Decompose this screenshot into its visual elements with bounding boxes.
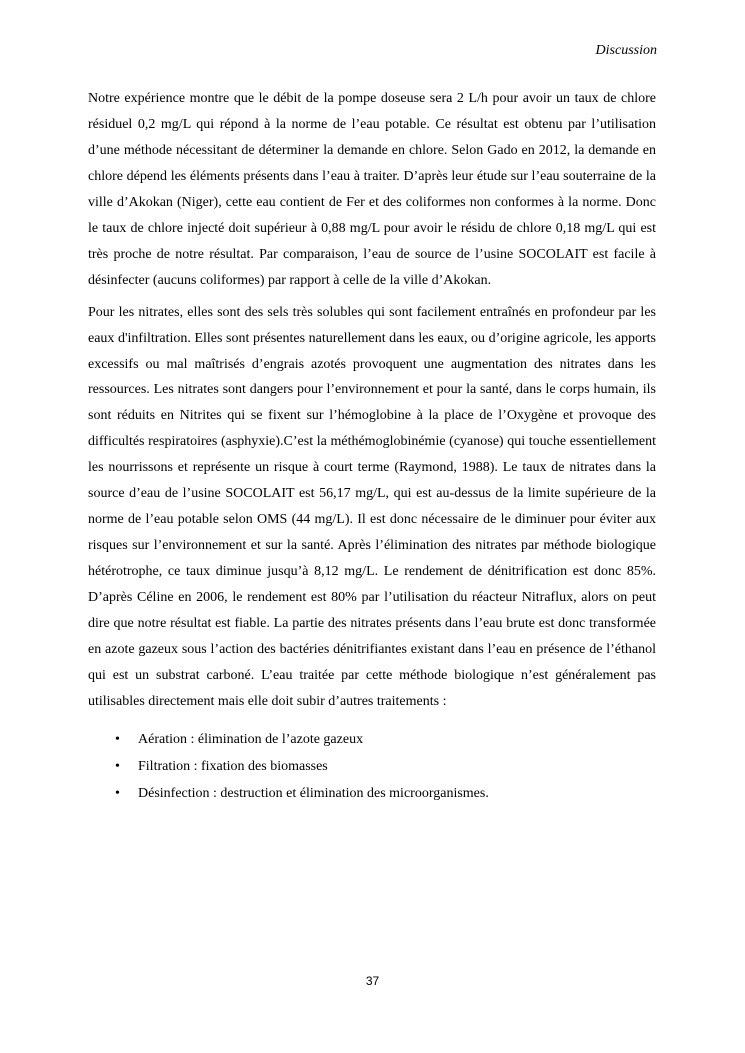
treatment-list bbox=[88, 726, 656, 807]
list-item bbox=[88, 780, 656, 807]
list-item-text: Désinfection : destruction et élimination des microorganismes. bbox=[138, 785, 489, 801]
list-item bbox=[88, 726, 656, 753]
paragraph-nitrates: Pour les nitrates, elles sont des sels très solubles qui sont facilement entraînés en profondeur par les eaux d'infiltration. Elles sont présentes naturellement dans les eaux, ou d’origine agricole, les apports excessifs ou mal maîtrisés d’engrais azotés provoquent une augmentation des nitrates dans les ressources. Les nitrates sont dangers pour l’environnement et pour la santé, dans le corps humain, ils sont réduits en Nitrites qui se fixent sur l’hémoglobine à la place de l’Oxygène et provoque des difficultés respiratoires (asphyxie).C’est la méthémoglobinémie (cyanose) qui touche essentiellement les nourrissons et représente un risque à court terme (Raymond, 1988). Le taux de nitrates dans la source d’eau de l’usine SOCOLAIT est 56,17 mg/L, qui est au-dessus de la limite supérieure de la norme de l’eau potable selon OMS (44 mg/L). Il est donc nécessaire de le diminuer pour éviter aux risques sur l’environnement et sur la santé. Après l’élimination des nitrates par méthode biologique hétérotrophe, ce taux diminue jusqu’à 8,12 mg/L. Le rendement de dénitrification est donc 85%. D’après Céline en 2006, le rendement est 80% par l’utilisation du réacteur Nitraflux, alors on peut dire que notre résultat est fiable. La partie des nitrates présents dans l’eau brute est donc transformée en azote gazeux sous l’action des bactéries dénitrifiantes existant dans l’eau en présence de l’éthanol qui est un substrat carboné. L’eau traitée par cette méthode biologique n’est généralement pas utilisables directement mais elle doit subir d’autres traitements : bbox=[88, 304, 656, 709]
list-item-text: Aération : élimination de l’azote gazeux bbox=[138, 731, 364, 747]
paragraph-chlorine: Notre expérience montre que le débit de la pompe doseuse sera 2 L/h pour avoir un taux de chlore résiduel 0,2 mg/L qui répond à la norme de l’eau potable. Ce résultat est obtenu par l’utilisation d’une méthode nécessitant de déterminer la demande en chlore. Selon Gado en 2012, la demande en chlore dépend les éléments présents dans l’eau à traiter. D’après leur étude sur l’eau souterraine de la ville d’Akokan (Niger), cette eau contient de Fer et des coliformes non conformes à la norme. Donc le taux de chlore injecté doit supérieur à 0,88 mg/L pour avoir le résidu de chlore 0,18 mg/L qui est très proche de notre résultat. Par comparaison, l’eau de source de l’usine SOCOLAIT est facile à désinfecter (aucuns coliformes) par rapport à celle de la ville d’Akokan. bbox=[88, 91, 656, 288]
page-header-title: Discussion bbox=[595, 43, 657, 58]
bullet-icon: • bbox=[115, 758, 120, 774]
bullet-icon: • bbox=[115, 785, 120, 801]
document-body bbox=[88, 86, 656, 807]
list-item bbox=[88, 753, 656, 780]
page-number: 37 bbox=[365, 974, 380, 988]
list-item-text: Filtration : fixation des biomasses bbox=[138, 758, 328, 774]
bullet-icon: • bbox=[115, 731, 120, 747]
